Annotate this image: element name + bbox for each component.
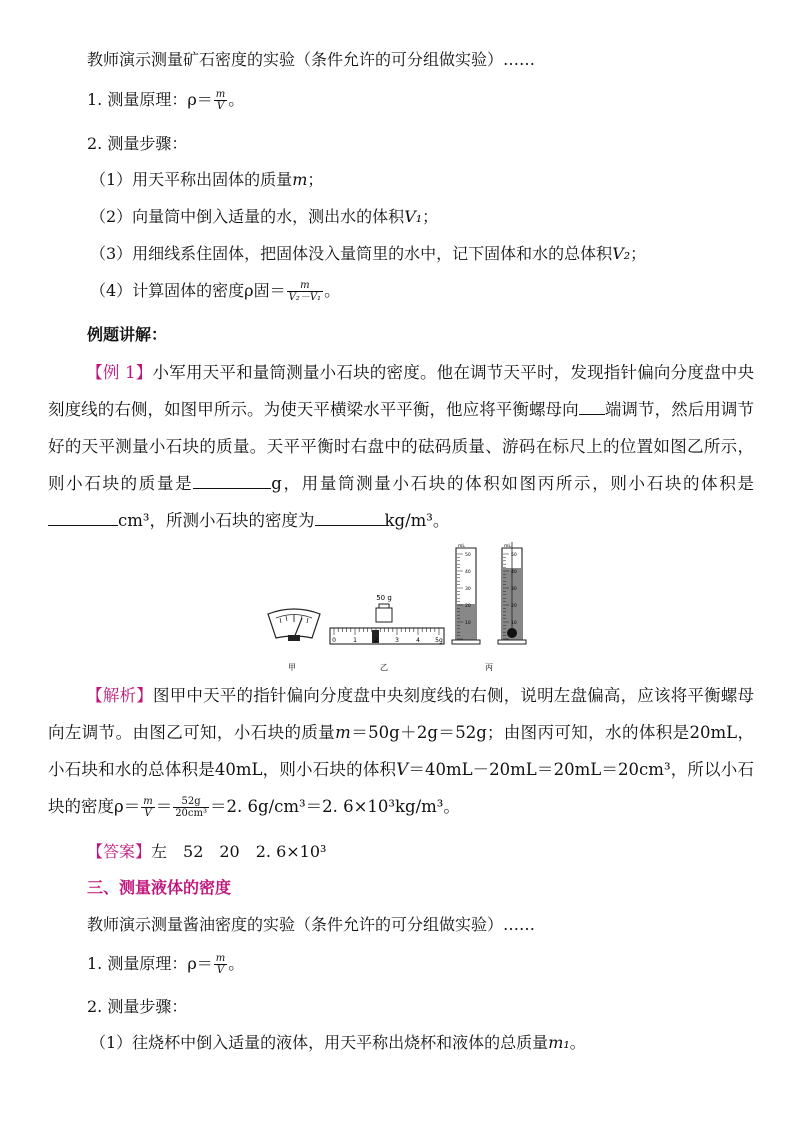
principle-end: 。 [228, 954, 245, 973]
cylinder-tick-label: 30 [511, 587, 517, 592]
step-4-end: 。 [324, 281, 341, 300]
principle-end: 。 [228, 90, 245, 109]
cylinder-tick-label: 10 [511, 621, 517, 626]
solution-equals: ＝ [155, 797, 173, 816]
step-4 [90, 280, 340, 303]
cylinder-tick-label: 50 [465, 553, 471, 558]
formula-numerator: m [215, 953, 226, 964]
example-text-c: g，用量筒测量小石块的体积如图丙所示，则小石块的体积是 [271, 474, 755, 493]
weight-label: 50 g [376, 594, 392, 602]
solution-text-c: ＝40mL－20mL＝20mL＝20cm³，所以小石块的密度ρ＝ [48, 760, 754, 816]
cylinder-tick-label: 40 [511, 570, 517, 575]
step-3-end: ； [630, 244, 647, 263]
ruler-tick-label: 3 [395, 637, 399, 644]
step-1-var: m [292, 170, 308, 189]
step-4-text: （4）计算固体的密度ρ固＝ [90, 281, 286, 300]
step-3-var: V₂ [612, 244, 631, 263]
figure-label-bing: 丙 [485, 663, 493, 672]
cylinder-tick-label: 10 [465, 621, 471, 626]
step-2-end: ； [422, 207, 439, 226]
example-text-b: 端调节，然后用调节好的天平测量小石块的质量。天平平衡时右盘中的砝码质量、游码在标尺上的位置如图乙所示，则小石块的质量是 [48, 400, 755, 493]
formula-denominator: V [216, 101, 225, 112]
section-3-heading: 三、测量液体的密度 [87, 878, 232, 897]
step-2-text: （2）向量筒中倒入适量的水，测出水的体积 [90, 207, 405, 226]
formula-numerator: m [287, 280, 323, 292]
cylinder-tick-label: 40 [465, 570, 471, 575]
formula-denominator: 20cm³ [175, 808, 208, 819]
step-3 [90, 243, 646, 265]
cylinder-tick-label: 20 [511, 604, 517, 609]
answer-blank-2[interactable] [193, 472, 271, 489]
step-1-end: ； [307, 170, 324, 189]
answer-blank-1[interactable] [579, 398, 605, 415]
cylinder-unit: mL [504, 544, 511, 549]
example-heading: 例题讲解： [87, 325, 168, 344]
step-2-var: V₁ [404, 207, 423, 226]
step-3-text: （3）用细线系住固体，把固体没入量筒里的水中，记下固体和水的总体积 [90, 244, 613, 263]
formula-denominator: V [216, 965, 225, 976]
liquid-step-1-var: m₁ [548, 1033, 570, 1052]
solution-formula-1 [141, 796, 154, 819]
cylinder-tick-label: 20 [465, 604, 471, 609]
cylinder-tick-label: 30 [465, 587, 471, 592]
formula-denominator: V [144, 808, 152, 819]
experiment-figure [260, 538, 540, 673]
answer-blank-4[interactable] [315, 509, 385, 526]
liquid-step-1-text: （1）往烧杯中倒入适量的液体，用天平称出烧杯和液体的总质量 [90, 1033, 549, 1052]
principle-line-2 [87, 953, 244, 976]
step-1 [90, 169, 323, 191]
balance-dial-icon [268, 609, 320, 641]
solution-text-a: 图甲中天平的指针偏向分度盘中央刻度线的右侧，说明左盘偏高，应该将平衡螺母向左调节。由图乙可知，小石块的质量 [48, 686, 754, 742]
steps-heading-2: 2. 测量步骤： [87, 997, 188, 1016]
solution-var-m: m [335, 723, 351, 742]
ruler-tick-label: 1 [353, 637, 357, 644]
solution-formula-2 [173, 796, 209, 819]
step-2 [90, 206, 438, 228]
formula-numerator: m [143, 796, 153, 807]
cylinder-unit: mL [458, 544, 465, 549]
solution-text-b: ＝50g＋2g＝52g；由图丙可知，水的体积是20mL，小石块和水的总体积是40mL，则小石块的体积 [48, 723, 754, 779]
figure-label-jia: 甲 [288, 663, 296, 672]
weight-icon [376, 594, 392, 622]
answer-blank-3[interactable] [48, 509, 118, 526]
density-formula [214, 953, 227, 976]
liquid-step-1 [90, 1032, 586, 1054]
answer-tag: 【答案】 [87, 842, 152, 861]
steps-heading: 2. 测量步骤： [87, 134, 188, 153]
example-tag: 【例 1】 [86, 363, 153, 382]
solid-density-formula [287, 280, 323, 303]
liquid-step-1-end: 。 [569, 1033, 586, 1052]
example-1-paragraph [48, 354, 754, 539]
formula-numerator: m [215, 89, 226, 100]
example-text-d: cm³，所测小石块的密度为 [118, 511, 315, 530]
ruler-tick-label: 2 [374, 637, 378, 644]
intro-line-2: 教师演示测量酱油密度的实验（条件允许的可分组做实验）…… [87, 915, 536, 934]
solution-text-d: ＝2. 6g/cm³＝2. 6×10³kg/m³。 [210, 797, 460, 816]
density-formula [214, 89, 227, 112]
formula-denominator: V₂－V₁ [288, 292, 322, 303]
ruler-tick-label: 0 [332, 637, 336, 644]
example-text-a: 小军用天平和量筒测量小石块的密度。他在调节天平时，发现指针偏向分度盘中央刻度线的右侧，如图甲所示。为使天平横梁水平平衡，他应将平衡螺母向 [48, 363, 755, 419]
rider-scale-icon [330, 628, 444, 644]
cylinder-stone-icon [498, 542, 526, 644]
answer-line [87, 841, 326, 863]
formula-numerator: 52g [173, 796, 209, 808]
ruler-tick-label: 4 [416, 637, 420, 644]
principle-line [87, 89, 244, 112]
principle-label: 1. 测量原理：ρ＝ [87, 954, 213, 973]
cylinder-water-icon [452, 543, 480, 644]
intro-line-1: 教师演示测量矿石密度的实验（条件允许的可分组做实验）…… [87, 50, 536, 69]
figure-label-yi: 乙 [380, 663, 388, 672]
principle-label: 1. 测量原理：ρ＝ [87, 90, 213, 109]
answer-text: 左 52 20 2. 6×10³ [151, 842, 327, 861]
cylinder-tick-label: 50 [511, 553, 517, 558]
ruler-tick-label: 5g [435, 637, 443, 644]
solution-paragraph [48, 677, 754, 825]
step-1-text: （1）用天平称出固体的质量 [90, 170, 293, 189]
solution-var-v: V [396, 760, 409, 779]
solution-tag: 【解析】 [86, 686, 153, 705]
example-text-e: kg/m³。 [384, 511, 450, 530]
